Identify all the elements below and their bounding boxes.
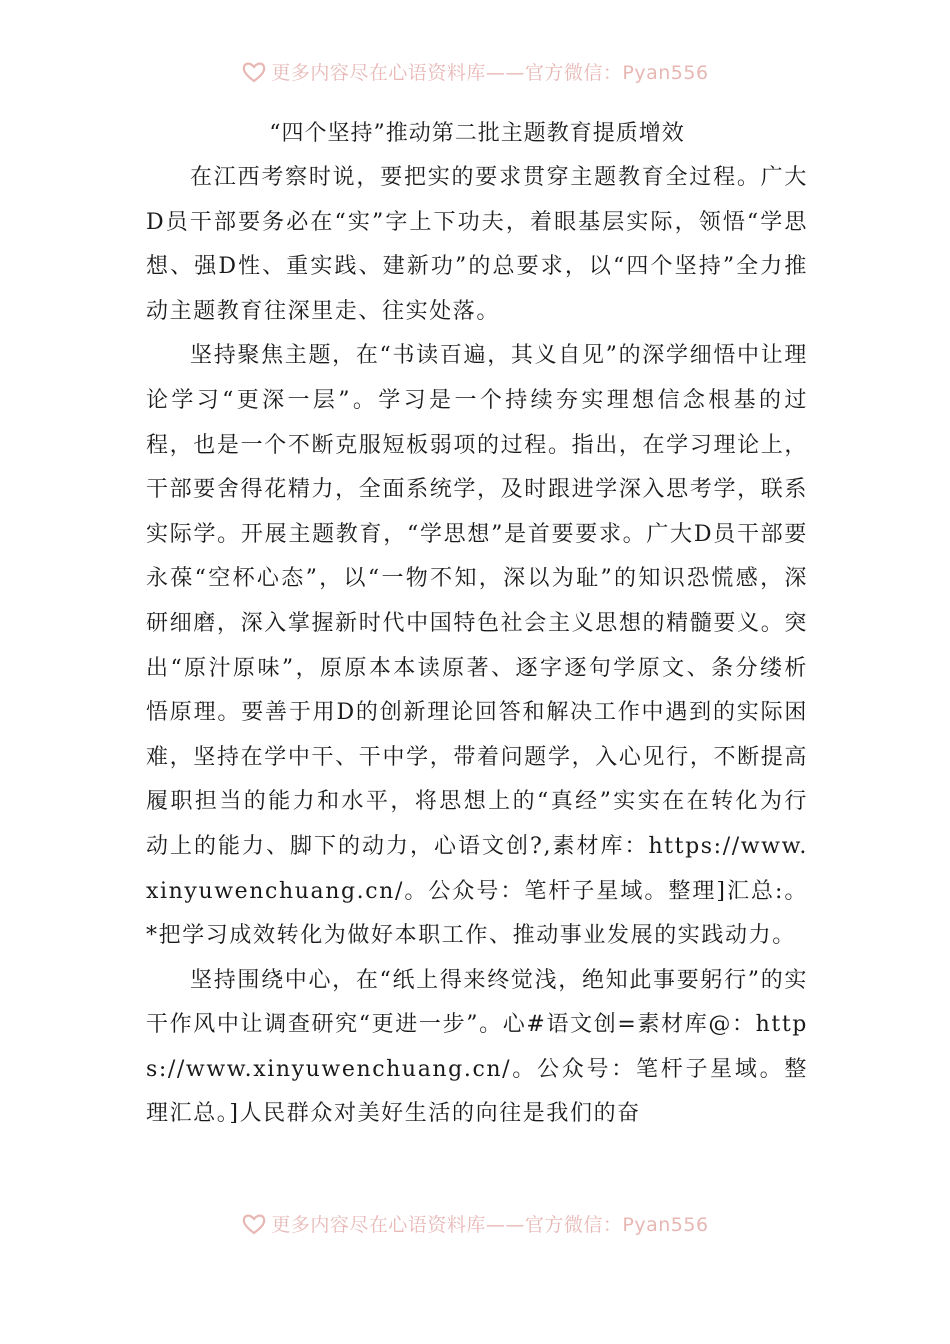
watermark-footer (0, 1210, 950, 1237)
heart-logo-icon (241, 1213, 267, 1235)
paragraph: 在江西考察时说，要把实的要求贯穿主题教育全过程。广大D员干部要务必在“实”字上下功夫，着眼基层实际，领悟“学思想、强D性、重实践、建新功”的总要求，以“四个坚持”全力推动主题教育往深里走、往实处落。 (146, 165, 808, 324)
paragraph: 坚持围绕中心，在“纸上得来终觉浅，绝知此事要躬行”的实干作风中让调查研究“更进一步”。心#语文创=素材库@：https://www.xinyuwenchuang.cn/。公众号：笔杆子星域。整理汇总。]人民群众对美好生活的向往是我们的奋 (146, 967, 808, 1127)
document-title: “四个坚持”推动第二批主题教育提质增效 (269, 121, 685, 146)
paragraph: 坚持聚焦主题，在“书读百遍，其义自见”的深学细悟中让理论学习“更深一层”。学习是一个持续夯实理想信念根基的过程，也是一个不断克服短板弱项的过程。指出，在学习理论上，干部要舍得花精力，全面系统学，及时跟进学深入思考学，联系实际学。开展主题教育，“学思想”是首要要求。广大D员干部要永葆“空杯心态”，以“一物不知，深以为耻”的知识恐慌感，深研细磨，深入掌握新时代中国特色社会主义思想的精髓要义。突出“原汁原味”，原原本本读原著、逐字逐句学原文、条分缕析悟原理。要善于用D的创新理论回答和解决工作中遇到的实际困难，坚持在学中干、干中学，带着问题学，入心见行，不断提高履职担当的能力和水平，将思想上的“真经”实实在在转化为行动上的能力、脚下的动力，心语文创?,素材库：https://www.xinyuwenchuang.cn/。公众号：笔杆子星域。整理]汇总:。*把学习成效转化为做好本职工作、推动事业发展的实践动力。 (146, 343, 808, 949)
heart-logo-icon (241, 61, 267, 83)
watermark-text: 更多内容尽在心语资料库——官方微信：Pyan556 (271, 62, 709, 84)
watermark-text: 更多内容尽在心语资料库——官方微信：Pyan556 (271, 1214, 709, 1236)
document-body (146, 112, 808, 1137)
watermark-header (0, 58, 950, 85)
